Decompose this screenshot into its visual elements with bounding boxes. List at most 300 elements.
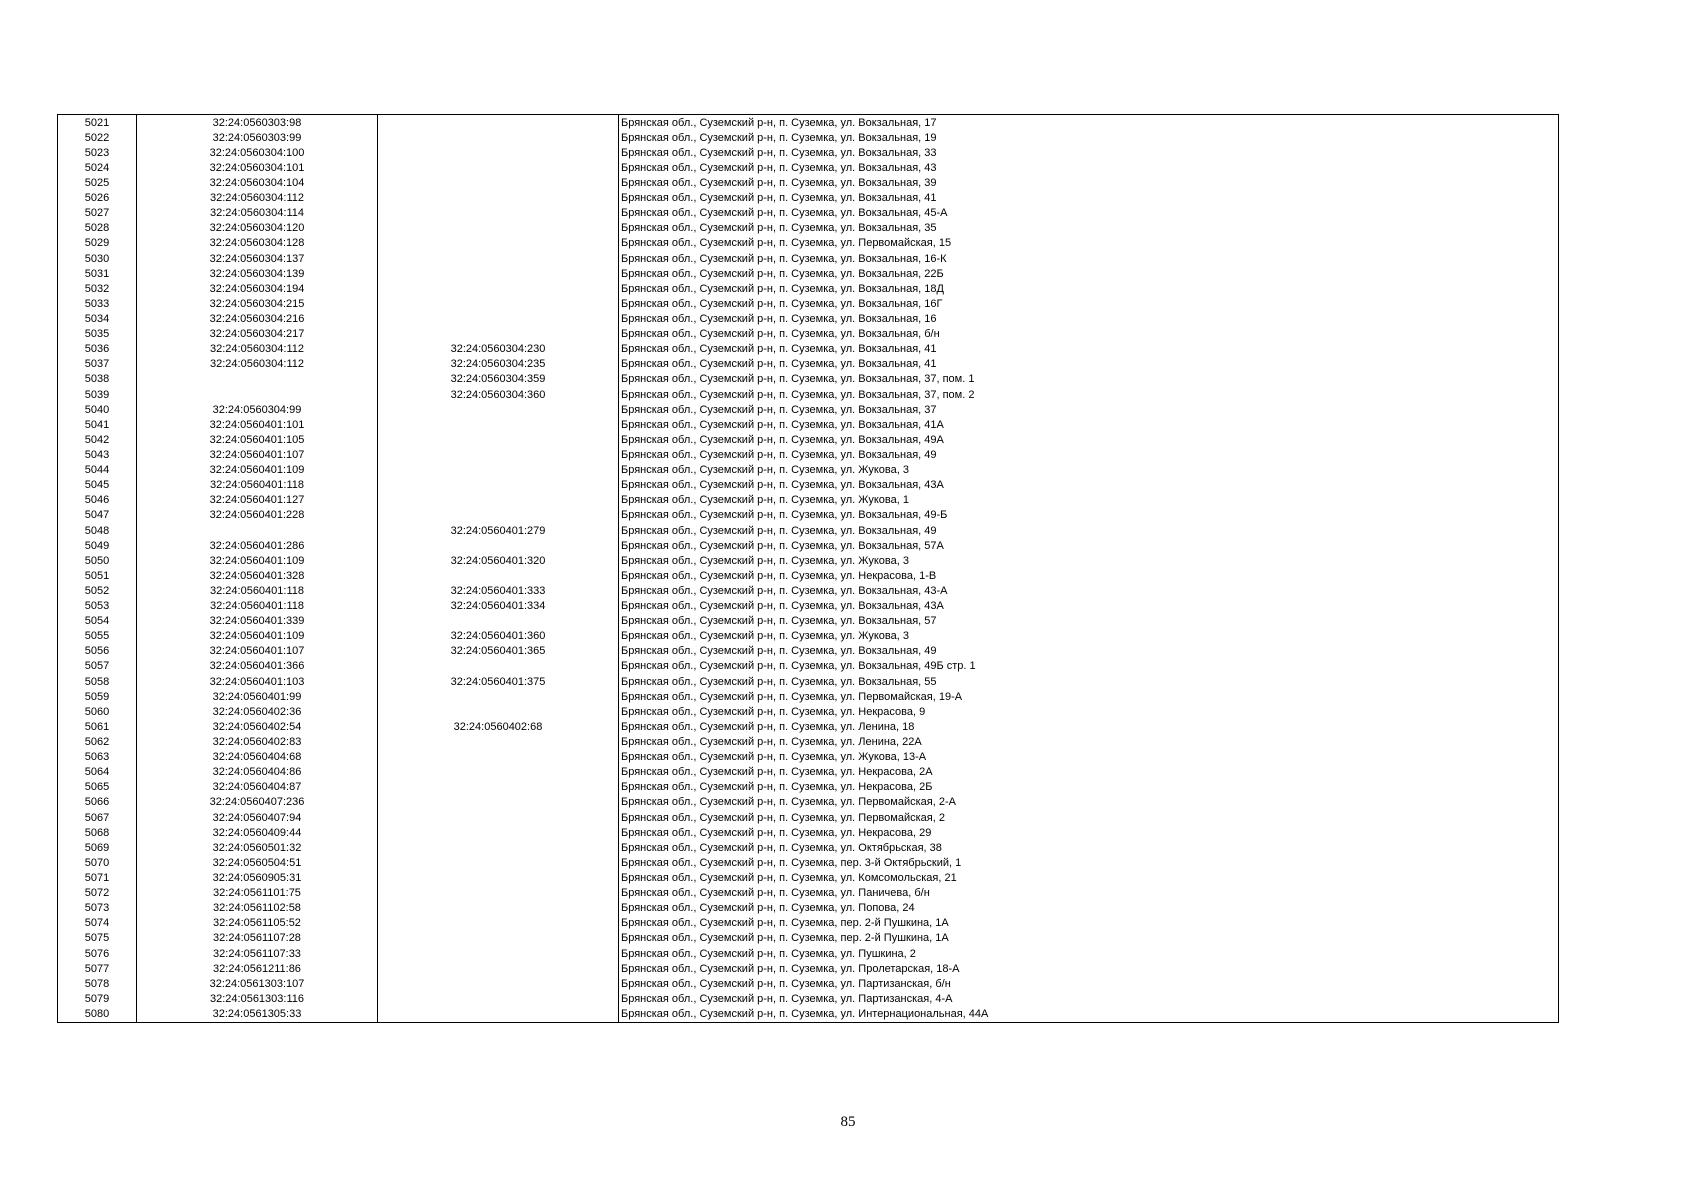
row-number-cell: 5025 <box>58 175 137 190</box>
property-table <box>57 114 1559 1023</box>
address-cell: Брянская обл., Суземский р-н, п. Суземка, пер. 3-й Октябрьский, 1 <box>619 855 1559 870</box>
cadastral-number-2-cell <box>378 976 619 991</box>
cadastral-number-cell: 32:24:0560401:228 <box>137 508 378 523</box>
cadastral-number-2-cell: 32:24:0560304:230 <box>378 342 619 357</box>
address-cell: Брянская обл., Суземский р-н, п. Суземка, ул. Вокзальная, 57А <box>619 538 1559 553</box>
address-cell: Брянская обл., Суземский р-н, п. Суземка, ул. Вокзальная, 49А <box>619 432 1559 447</box>
cadastral-number-2-cell <box>378 991 619 1006</box>
cadastral-number-2-cell: 32:24:0560401:360 <box>378 629 619 644</box>
address-cell: Брянская обл., Суземский р-н, п. Суземка, ул. Первомайская, 15 <box>619 236 1559 251</box>
address-cell: Брянская обл., Суземский р-н, п. Суземка, ул. Некрасова, 1-В <box>619 568 1559 583</box>
cadastral-number-2-cell <box>378 840 619 855</box>
table-row <box>58 689 1559 704</box>
cadastral-number-cell: 32:24:0561105:52 <box>137 916 378 931</box>
cadastral-number-cell: 32:24:0560401:328 <box>137 568 378 583</box>
cadastral-number-cell: 32:24:0560404:87 <box>137 780 378 795</box>
row-number-cell: 5080 <box>58 1006 137 1022</box>
row-number-cell: 5071 <box>58 870 137 885</box>
row-number-cell: 5058 <box>58 674 137 689</box>
table-row <box>58 266 1559 281</box>
cadastral-number-cell: 32:24:0560401:101 <box>137 417 378 432</box>
table-row <box>58 1006 1559 1022</box>
cadastral-number-cell: 32:24:0560404:86 <box>137 765 378 780</box>
address-cell: Брянская обл., Суземский р-н, п. Суземка, ул. Жукова, 13-А <box>619 750 1559 765</box>
row-number-cell: 5026 <box>58 191 137 206</box>
table-row <box>58 538 1559 553</box>
row-number-cell: 5062 <box>58 734 137 749</box>
cadastral-number-cell: 32:24:0561102:58 <box>137 901 378 916</box>
address-cell: Брянская обл., Суземский р-н, п. Суземка, ул. Вокзальная, 49 <box>619 523 1559 538</box>
cadastral-number-2-cell <box>378 191 619 206</box>
cadastral-number-cell: 32:24:0560401:109 <box>137 629 378 644</box>
row-number-cell: 5048 <box>58 523 137 538</box>
cadastral-number-cell: 32:24:0560304:112 <box>137 342 378 357</box>
cadastral-number-2-cell <box>378 946 619 961</box>
cadastral-number-2-cell <box>378 281 619 296</box>
cadastral-number-2-cell <box>378 175 619 190</box>
address-cell: Брянская обл., Суземский р-н, п. Суземка, ул. Жукова, 3 <box>619 629 1559 644</box>
cadastral-number-cell: 32:24:0560401:109 <box>137 463 378 478</box>
cadastral-number-cell: 32:24:0560304:194 <box>137 281 378 296</box>
address-cell: Брянская обл., Суземский р-н, п. Суземка, ул. Жукова, 3 <box>619 463 1559 478</box>
address-cell: Брянская обл., Суземский р-н, п. Суземка, ул. Первомайская, 19-А <box>619 689 1559 704</box>
table-row <box>58 976 1559 991</box>
row-number-cell: 5073 <box>58 901 137 916</box>
table-row <box>58 357 1559 372</box>
table-row <box>58 870 1559 885</box>
cadastral-number-2-cell <box>378 311 619 326</box>
row-number-cell: 5076 <box>58 946 137 961</box>
cadastral-number-cell: 32:24:0560504:51 <box>137 855 378 870</box>
table-row <box>58 296 1559 311</box>
table-row <box>58 614 1559 629</box>
cadastral-number-2-cell: 32:24:0560401:333 <box>378 583 619 598</box>
table-row <box>58 991 1559 1006</box>
cadastral-number-2-cell <box>378 130 619 145</box>
cadastral-number-2-cell: 32:24:0560401:375 <box>378 674 619 689</box>
cadastral-number-2-cell <box>378 931 619 946</box>
address-cell: Брянская обл., Суземский р-н, п. Суземка, ул. Некрасова, 2Б <box>619 780 1559 795</box>
table-row <box>58 115 1559 131</box>
cadastral-number-2-cell <box>378 568 619 583</box>
table-row <box>58 901 1559 916</box>
cadastral-number-cell: 32:24:0560401:118 <box>137 583 378 598</box>
table-row <box>58 886 1559 901</box>
address-cell: Брянская обл., Суземский р-н, п. Суземка, ул. Вокзальная, 41 <box>619 357 1559 372</box>
table-row <box>58 840 1559 855</box>
address-cell: Брянская обл., Суземский р-н, п. Суземка, ул. Вокзальная, 37, пом. 1 <box>619 372 1559 387</box>
table-row <box>58 961 1559 976</box>
cadastral-number-cell: 32:24:0560304:100 <box>137 145 378 160</box>
row-number-cell: 5065 <box>58 780 137 795</box>
cadastral-number-cell: 32:24:0560402:83 <box>137 734 378 749</box>
address-cell: Брянская обл., Суземский р-н, п. Суземка, ул. Вокзальная, 17 <box>619 115 1559 131</box>
cadastral-number-cell: 32:24:0560304:112 <box>137 357 378 372</box>
cadastral-number-2-cell <box>378 855 619 870</box>
row-number-cell: 5036 <box>58 342 137 357</box>
table-row <box>58 251 1559 266</box>
cadastral-number-2-cell: 32:24:0560401:320 <box>378 553 619 568</box>
address-cell: Брянская обл., Суземский р-н, п. Суземка, ул. Вокзальная, 49 <box>619 644 1559 659</box>
address-cell: Брянская обл., Суземский р-н, п. Суземка, ул. Вокзальная, 35 <box>619 221 1559 236</box>
table-row <box>58 855 1559 870</box>
row-number-cell: 5040 <box>58 402 137 417</box>
table-row <box>58 719 1559 734</box>
cadastral-number-2-cell <box>378 447 619 462</box>
table-row <box>58 810 1559 825</box>
cadastral-number-2-cell <box>378 961 619 976</box>
cadastral-number-2-cell <box>378 750 619 765</box>
cadastral-number-cell: 32:24:0560401:339 <box>137 614 378 629</box>
cadastral-number-2-cell <box>378 780 619 795</box>
address-cell: Брянская обл., Суземский р-н, п. Суземка, ул. Вокзальная, 49-Б <box>619 508 1559 523</box>
cadastral-number-cell: 32:24:0560303:99 <box>137 130 378 145</box>
row-number-cell: 5053 <box>58 599 137 614</box>
cadastral-number-cell: 32:24:0561101:75 <box>137 886 378 901</box>
table-row <box>58 372 1559 387</box>
address-cell: Брянская обл., Суземский р-н, п. Суземка, ул. Вокзальная, 33 <box>619 145 1559 160</box>
row-number-cell: 5046 <box>58 493 137 508</box>
row-number-cell: 5079 <box>58 991 137 1006</box>
cadastral-number-cell: 32:24:0561107:28 <box>137 931 378 946</box>
cadastral-number-2-cell <box>378 266 619 281</box>
row-number-cell: 5059 <box>58 689 137 704</box>
row-number-cell: 5061 <box>58 719 137 734</box>
table-row <box>58 236 1559 251</box>
address-cell: Брянская обл., Суземский р-н, п. Суземка, ул. Вокзальная, 49Б стр. 1 <box>619 659 1559 674</box>
table-row <box>58 387 1559 402</box>
address-cell: Брянская обл., Суземский р-н, п. Суземка, ул. Вокзальная, 16 <box>619 311 1559 326</box>
table-row <box>58 463 1559 478</box>
table-row <box>58 674 1559 689</box>
cadastral-number-2-cell <box>378 493 619 508</box>
table-row <box>58 750 1559 765</box>
row-number-cell: 5038 <box>58 372 137 387</box>
cadastral-number-2-cell: 32:24:0560401:365 <box>378 644 619 659</box>
row-number-cell: 5063 <box>58 750 137 765</box>
table-row <box>58 281 1559 296</box>
cadastral-number-cell: 32:24:0560304:120 <box>137 221 378 236</box>
row-number-cell: 5028 <box>58 221 137 236</box>
cadastral-number-cell: 32:24:0560401:366 <box>137 659 378 674</box>
table-row <box>58 342 1559 357</box>
row-number-cell: 5031 <box>58 266 137 281</box>
cadastral-number-cell: 32:24:0561303:107 <box>137 976 378 991</box>
table-row <box>58 432 1559 447</box>
address-cell: Брянская обл., Суземский р-н, п. Суземка, ул. Вокзальная, 43А <box>619 478 1559 493</box>
cadastral-number-2-cell <box>378 765 619 780</box>
row-number-cell: 5045 <box>58 478 137 493</box>
cadastral-number-2-cell <box>378 825 619 840</box>
table-row <box>58 508 1559 523</box>
address-cell: Брянская обл., Суземский р-н, п. Суземка, ул. Некрасова, 9 <box>619 704 1559 719</box>
address-cell: Брянская обл., Суземский р-н, п. Суземка, ул. Ленина, 18 <box>619 719 1559 734</box>
cadastral-number-2-cell: 32:24:0560304:359 <box>378 372 619 387</box>
cadastral-number-cell: 32:24:0560304:104 <box>137 175 378 190</box>
cadastral-number-2-cell: 32:24:0560304:360 <box>378 387 619 402</box>
table-row <box>58 478 1559 493</box>
cadastral-number-2-cell <box>378 886 619 901</box>
row-number-cell: 5039 <box>58 387 137 402</box>
row-number-cell: 5044 <box>58 463 137 478</box>
cadastral-number-cell: 32:24:0560304:101 <box>137 160 378 175</box>
row-number-cell: 5033 <box>58 296 137 311</box>
row-number-cell: 5037 <box>58 357 137 372</box>
table-row <box>58 644 1559 659</box>
cadastral-number-cell: 32:24:0560401:103 <box>137 674 378 689</box>
cadastral-number-2-cell <box>378 417 619 432</box>
row-number-cell: 5054 <box>58 614 137 629</box>
address-cell: Брянская обл., Суземский р-н, п. Суземка, ул. Паничева, б/н <box>619 886 1559 901</box>
cadastral-number-2-cell <box>378 734 619 749</box>
row-number-cell: 5078 <box>58 976 137 991</box>
cadastral-number-cell: 32:24:0560401:107 <box>137 644 378 659</box>
address-cell: Брянская обл., Суземский р-н, п. Суземка, ул. Вокзальная, 16-К <box>619 251 1559 266</box>
table-row <box>58 447 1559 462</box>
row-number-cell: 5043 <box>58 447 137 462</box>
table-row <box>58 327 1559 342</box>
cadastral-number-2-cell <box>378 206 619 221</box>
cadastral-number-cell: 32:24:0560304:128 <box>137 236 378 251</box>
address-cell: Брянская обл., Суземский р-н, п. Суземка, пер. 2-й Пушкина, 1А <box>619 931 1559 946</box>
cadastral-number-2-cell <box>378 432 619 447</box>
table-row <box>58 553 1559 568</box>
table-row <box>58 946 1559 961</box>
address-cell: Брянская обл., Суземский р-н, п. Суземка, ул. Первомайская, 2-А <box>619 795 1559 810</box>
address-cell: Брянская обл., Суземский р-н, п. Суземка, ул. Вокзальная, 43А <box>619 599 1559 614</box>
row-number-cell: 5064 <box>58 765 137 780</box>
address-cell: Брянская обл., Суземский р-н, п. Суземка, ул. Жукова, 1 <box>619 493 1559 508</box>
table-row <box>58 206 1559 221</box>
table-row <box>58 221 1559 236</box>
table-row <box>58 191 1559 206</box>
table-row <box>58 916 1559 931</box>
cadastral-number-2-cell <box>378 870 619 885</box>
cadastral-number-2-cell: 32:24:0560401:334 <box>378 599 619 614</box>
table-row <box>58 704 1559 719</box>
address-cell: Брянская обл., Суземский р-н, п. Суземка, ул. Вокзальная, 43-А <box>619 583 1559 598</box>
cadastral-number-2-cell <box>378 1006 619 1022</box>
address-cell: Брянская обл., Суземский р-н, п. Суземка, ул. Жукова, 3 <box>619 553 1559 568</box>
address-cell: Брянская обл., Суземский р-н, п. Суземка, ул. Вокзальная, 41 <box>619 191 1559 206</box>
table-row <box>58 659 1559 674</box>
cadastral-number-cell: 32:24:0560401:118 <box>137 478 378 493</box>
row-number-cell: 5052 <box>58 583 137 598</box>
address-cell: Брянская обл., Суземский р-н, п. Суземка, ул. Партизанская, 4-А <box>619 991 1559 1006</box>
cadastral-number-cell: 32:24:0561303:116 <box>137 991 378 1006</box>
cadastral-number-cell: 32:24:0560407:94 <box>137 810 378 825</box>
cadastral-number-cell: 32:24:0560409:44 <box>137 825 378 840</box>
cadastral-number-2-cell <box>378 538 619 553</box>
address-cell: Брянская обл., Суземский р-н, п. Суземка, ул. Вокзальная, 45-А <box>619 206 1559 221</box>
cadastral-number-cell: 32:24:0560401:109 <box>137 553 378 568</box>
row-number-cell: 5075 <box>58 931 137 946</box>
cadastral-number-cell <box>137 387 378 402</box>
cadastral-number-cell: 32:24:0560401:99 <box>137 689 378 704</box>
cadastral-number-2-cell <box>378 704 619 719</box>
row-number-cell: 5072 <box>58 886 137 901</box>
cadastral-number-cell: 32:24:0560304:215 <box>137 296 378 311</box>
row-number-cell: 5055 <box>58 629 137 644</box>
cadastral-number-2-cell <box>378 508 619 523</box>
row-number-cell: 5069 <box>58 840 137 855</box>
cadastral-number-2-cell <box>378 916 619 931</box>
cadastral-number-cell: 32:24:0560304:137 <box>137 251 378 266</box>
cadastral-number-cell: 32:24:0561107:33 <box>137 946 378 961</box>
address-cell: Брянская обл., Суземский р-н, п. Суземка, ул. Комсомольская, 21 <box>619 870 1559 885</box>
address-cell: Брянская обл., Суземский р-н, п. Суземка, ул. Партизанская, б/н <box>619 976 1559 991</box>
table-row <box>58 765 1559 780</box>
cadastral-number-cell: 32:24:0560501:32 <box>137 840 378 855</box>
address-cell: Брянская обл., Суземский р-н, п. Суземка, ул. Вокзальная, 57 <box>619 614 1559 629</box>
address-cell: Брянская обл., Суземский р-н, п. Суземка, пер. 2-й Пушкина, 1А <box>619 916 1559 931</box>
cadastral-number-cell: 32:24:0560304:216 <box>137 311 378 326</box>
cadastral-number-cell: 32:24:0560304:139 <box>137 266 378 281</box>
cadastral-number-2-cell <box>378 236 619 251</box>
cadastral-number-2-cell: 32:24:0560402:68 <box>378 719 619 734</box>
address-cell: Брянская обл., Суземский р-н, п. Суземка, ул. Пушкина, 2 <box>619 946 1559 961</box>
cadastral-number-2-cell <box>378 296 619 311</box>
address-cell: Брянская обл., Суземский р-н, п. Суземка, ул. Вокзальная, б/н <box>619 327 1559 342</box>
row-number-cell: 5074 <box>58 916 137 931</box>
table-row <box>58 599 1559 614</box>
row-number-cell: 5022 <box>58 130 137 145</box>
address-cell: Брянская обл., Суземский р-н, п. Суземка, ул. Первомайская, 2 <box>619 810 1559 825</box>
address-cell: Брянская обл., Суземский р-н, п. Суземка, ул. Вокзальная, 41А <box>619 417 1559 432</box>
row-number-cell: 5060 <box>58 704 137 719</box>
cadastral-number-2-cell: 32:24:0560304:235 <box>378 357 619 372</box>
row-number-cell: 5057 <box>58 659 137 674</box>
property-table-body <box>58 115 1559 1023</box>
address-cell: Брянская обл., Суземский р-н, п. Суземка, ул. Вокзальная, 41 <box>619 342 1559 357</box>
row-number-cell: 5070 <box>58 855 137 870</box>
table-row <box>58 493 1559 508</box>
address-cell: Брянская обл., Суземский р-н, п. Суземка, ул. Вокзальная, 18Д <box>619 281 1559 296</box>
row-number-cell: 5030 <box>58 251 137 266</box>
cadastral-number-2-cell <box>378 689 619 704</box>
cadastral-number-2-cell <box>378 659 619 674</box>
cadastral-number-2-cell <box>378 402 619 417</box>
row-number-cell: 5035 <box>58 327 137 342</box>
row-number-cell: 5077 <box>58 961 137 976</box>
address-cell: Брянская обл., Суземский р-н, п. Суземка, ул. Ленина, 22А <box>619 734 1559 749</box>
cadastral-number-cell: 32:24:0560402:54 <box>137 719 378 734</box>
row-number-cell: 5049 <box>58 538 137 553</box>
table-row <box>58 795 1559 810</box>
table-row <box>58 311 1559 326</box>
row-number-cell: 5050 <box>58 553 137 568</box>
table-row <box>58 417 1559 432</box>
row-number-cell: 5066 <box>58 795 137 810</box>
address-cell: Брянская обл., Суземский р-н, п. Суземка, ул. Вокзальная, 55 <box>619 674 1559 689</box>
cadastral-number-cell: 32:24:0560401:118 <box>137 599 378 614</box>
row-number-cell: 5041 <box>58 417 137 432</box>
cadastral-number-2-cell <box>378 145 619 160</box>
cadastral-number-cell: 32:24:0561305:33 <box>137 1006 378 1022</box>
cadastral-number-cell: 32:24:0561211:86 <box>137 961 378 976</box>
table-row <box>58 523 1559 538</box>
table-row <box>58 780 1559 795</box>
row-number-cell: 5042 <box>58 432 137 447</box>
address-cell: Брянская обл., Суземский р-н, п. Суземка, ул. Попова, 24 <box>619 901 1559 916</box>
row-number-cell: 5068 <box>58 825 137 840</box>
address-cell: Брянская обл., Суземский р-н, п. Суземка, ул. Вокзальная, 49 <box>619 447 1559 462</box>
row-number-cell: 5047 <box>58 508 137 523</box>
cadastral-number-2-cell: 32:24:0560401:279 <box>378 523 619 538</box>
address-cell: Брянская обл., Суземский р-н, п. Суземка, ул. Вокзальная, 37 <box>619 402 1559 417</box>
cadastral-number-cell: 32:24:0560407:236 <box>137 795 378 810</box>
cadastral-number-cell: 32:24:0560304:217 <box>137 327 378 342</box>
row-number-cell: 5024 <box>58 160 137 175</box>
table-row <box>58 734 1559 749</box>
cadastral-number-cell: 32:24:0560905:31 <box>137 870 378 885</box>
cadastral-number-cell: 32:24:0560304:99 <box>137 402 378 417</box>
cadastral-number-cell: 32:24:0560304:112 <box>137 191 378 206</box>
cadastral-number-2-cell <box>378 463 619 478</box>
cadastral-number-2-cell <box>378 478 619 493</box>
row-number-cell: 5032 <box>58 281 137 296</box>
address-cell: Брянская обл., Суземский р-н, п. Суземка, ул. Вокзальная, 39 <box>619 175 1559 190</box>
row-number-cell: 5034 <box>58 311 137 326</box>
cadastral-number-2-cell <box>378 221 619 236</box>
cadastral-number-cell: 32:24:0560303:98 <box>137 115 378 131</box>
table-row <box>58 825 1559 840</box>
cadastral-number-cell: 32:24:0560401:127 <box>137 493 378 508</box>
cadastral-number-2-cell <box>378 810 619 825</box>
address-cell: Брянская обл., Суземский р-н, п. Суземка, ул. Интернациональная, 44А <box>619 1006 1559 1022</box>
table-row <box>58 629 1559 644</box>
table-row <box>58 175 1559 190</box>
cadastral-number-cell: 32:24:0560401:105 <box>137 432 378 447</box>
row-number-cell: 5023 <box>58 145 137 160</box>
cadastral-number-cell <box>137 372 378 387</box>
address-cell: Брянская обл., Суземский р-н, п. Суземка, ул. Вокзальная, 22Б <box>619 266 1559 281</box>
address-cell: Брянская обл., Суземский р-н, п. Суземка, ул. Вокзальная, 43 <box>619 160 1559 175</box>
cadastral-number-2-cell <box>378 795 619 810</box>
row-number-cell: 5029 <box>58 236 137 251</box>
cadastral-number-cell <box>137 523 378 538</box>
row-number-cell: 5056 <box>58 644 137 659</box>
row-number-cell: 5027 <box>58 206 137 221</box>
cadastral-number-cell: 32:24:0560404:68 <box>137 750 378 765</box>
address-cell: Брянская обл., Суземский р-н, п. Суземка, ул. Октябрьская, 38 <box>619 840 1559 855</box>
cadastral-number-cell: 32:24:0560401:286 <box>137 538 378 553</box>
cadastral-number-2-cell <box>378 160 619 175</box>
table-row <box>58 568 1559 583</box>
row-number-cell: 5021 <box>58 115 137 131</box>
table-row <box>58 931 1559 946</box>
address-cell: Брянская обл., Суземский р-н, п. Суземка, ул. Вокзальная, 16Г <box>619 296 1559 311</box>
table-row <box>58 130 1559 145</box>
table-row <box>58 160 1559 175</box>
address-cell: Брянская обл., Суземский р-н, п. Суземка, ул. Пролетарская, 18-А <box>619 961 1559 976</box>
address-cell: Брянская обл., Суземский р-н, п. Суземка, ул. Вокзальная, 37, пом. 2 <box>619 387 1559 402</box>
cadastral-number-2-cell <box>378 251 619 266</box>
cadastral-number-cell: 32:24:0560402:36 <box>137 704 378 719</box>
row-number-cell: 5051 <box>58 568 137 583</box>
row-number-cell: 5067 <box>58 810 137 825</box>
address-cell: Брянская обл., Суземский р-н, п. Суземка, ул. Вокзальная, 19 <box>619 130 1559 145</box>
cadastral-number-2-cell <box>378 115 619 131</box>
cadastral-number-cell: 32:24:0560401:107 <box>137 447 378 462</box>
cadastral-number-2-cell <box>378 901 619 916</box>
table-row <box>58 145 1559 160</box>
cadastral-number-cell: 32:24:0560304:114 <box>137 206 378 221</box>
table-row <box>58 583 1559 598</box>
table-row <box>58 402 1559 417</box>
address-cell: Брянская обл., Суземский р-н, п. Суземка, ул. Некрасова, 29 <box>619 825 1559 840</box>
page-number: 85 <box>840 1114 856 1130</box>
